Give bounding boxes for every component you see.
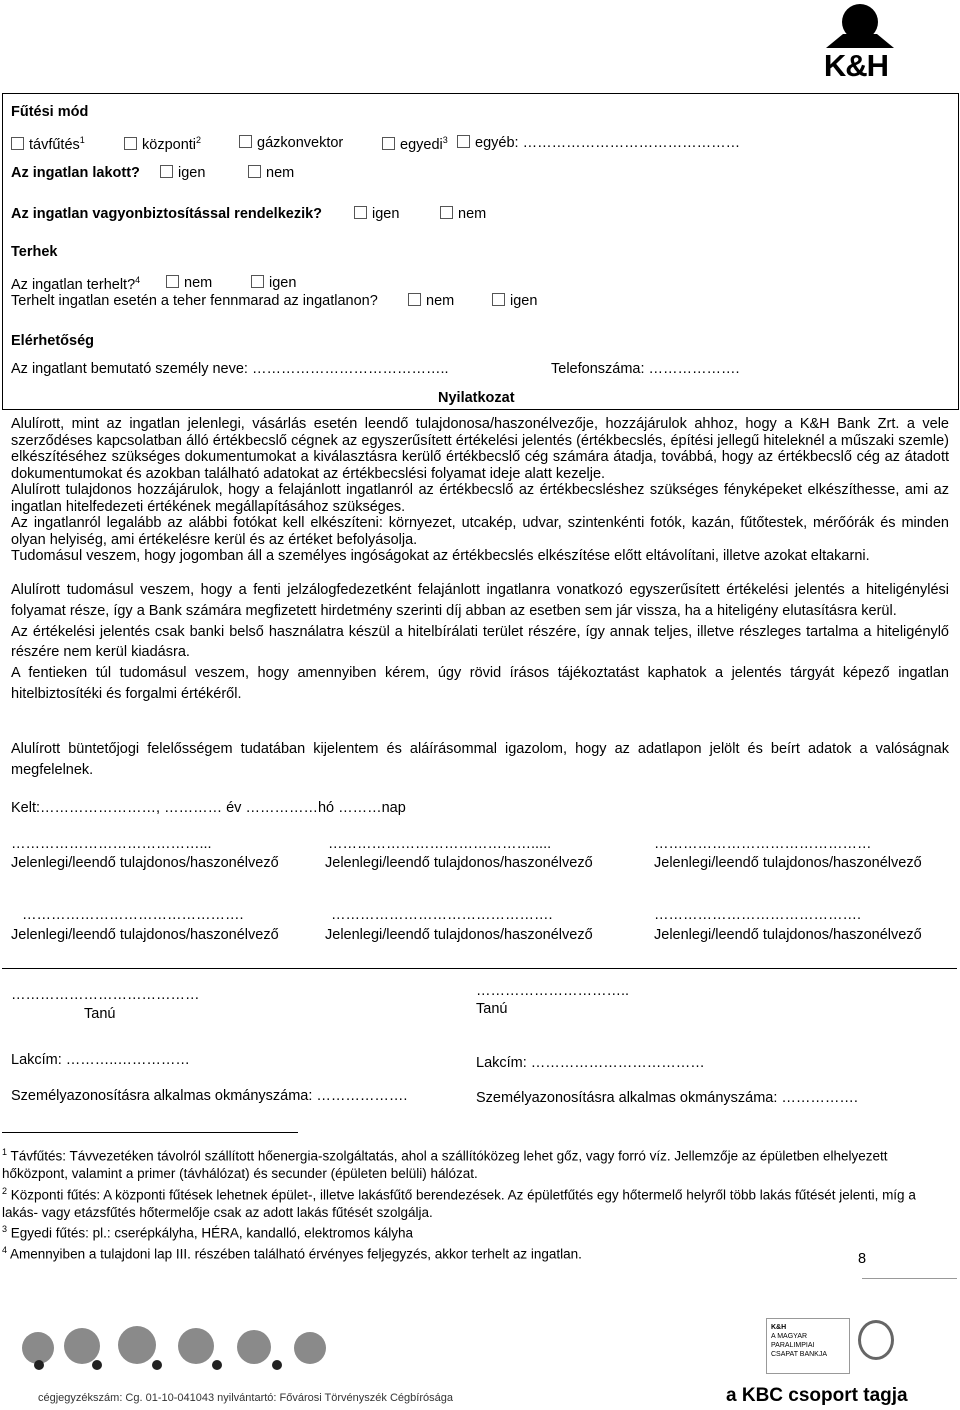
checkbox-icon[interactable] <box>440 206 453 219</box>
declaration-p5: Alulírott tudomásul veszem, hogy a fenti jelzálogfedezetként felajánlott ingatlanra vonatkozó egyszerűsített értékelési jelentés a hiteligénylési folyamat része, így a Bank számára megfizetett hirdetmény szerinti díj abban az esetben sem jár vissza, ha a hiteligény elutasításra kerül. <box>11 582 949 619</box>
heating-option-central[interactable]: központi$^2$ <box>124 135 201 153</box>
declaration-body <box>11 416 949 565</box>
heating-title: Fűtési mód <box>11 104 89 120</box>
encumbrance-q1-yes[interactable]: igen <box>251 275 296 291</box>
encumbrance-q1: Az ingatlan terhelt?$^4$ <box>11 275 141 293</box>
signature-line[interactable]: ……………………………………..... <box>328 836 552 852</box>
checkbox-icon[interactable] <box>408 293 421 306</box>
signature-line[interactable]: …………………………………... <box>11 836 212 852</box>
declaration-body-3 <box>11 739 949 781</box>
encumbrance-q2-no[interactable]: nem <box>408 293 454 309</box>
signature-line[interactable]: ………………………………………. <box>331 907 553 923</box>
decor-circle-icon <box>178 1328 214 1364</box>
checkbox-icon[interactable] <box>382 137 395 150</box>
declaration-p1: Alulírott, mint az ingatlan jelenlegi, vásárlás esetén leendő tulajdonosa/haszonélvezője, hozzájárulok ahhoz, hogy a K&H Bank Zrt. a vele szerződéses kapcsolatban álló értékbecslő cégnek az egyszerűsített értékelési jelentés (értékbecslés, építési jellegű hiteleknél a műszaki szemle) elkészítéséhez szükséges dokumentumokat a kiválasztásra kerülő értékbecslő cég számára átadja, továbbá, hogy az értékbecslő cég az átadott dokumentumokat és azokban található adatokat az értékbecslési folyamat ideje alatt kezelje. <box>11 416 949 482</box>
declaration-body-2 <box>11 580 949 705</box>
footnote-2: $^2$ Központi fűtés: A központi fűtések lehetnek épület-, illetve lakásfűtő berendezések. Az épületfűtés egy hőtermelő helyről több lakás fűtését jelenti, míg a lakás- vagy etázsfűtés hőtermelője csak az adott lakás fűtését szolgálja. <box>2 1185 916 1220</box>
witness-label: Tanú <box>84 1006 116 1022</box>
heating-option-convector[interactable]: gázkonvektor <box>239 135 343 151</box>
signature-label: Jelenlegi/leendő tulajdonos/haszonélvező <box>11 927 279 943</box>
witness-label: Tanú <box>476 1001 508 1017</box>
company-registry: cégjegyzékszám: Cg. 01-10-041043 nyilvántartó: Fővárosi Törvényszék Cégbírósága <box>38 1392 453 1404</box>
decor-circle-icon <box>237 1330 271 1364</box>
declaration-p7: A fentieken túl tudomásul veszem, hogy amennyiben kérem, úgy rövid írásos tájékoztatást kaphatok a jelentés tárgyát képező ingatlan hitelbiztosítéki és forgalmi értékéről. <box>11 665 949 702</box>
checkbox-icon[interactable] <box>124 137 137 150</box>
kbc-slogan: a KBC csoport tagja <box>726 1385 908 1406</box>
page-number: 8 <box>858 1251 867 1267</box>
logo-text: K&H <box>823 48 889 83</box>
signature-line[interactable]: ……………………………………. <box>654 907 862 923</box>
date-line[interactable]: Kelt:……………………, ………… év ……………hó ………nap <box>11 800 406 816</box>
declaration-p6: Az értékelési jelentés csak banki belső használatra készül a hitelbírálati terület részére, így annak teljes, illetve részleges tartalma a hiteligénylő részére nem kerül kiadásra. <box>11 623 949 661</box>
declaration-p2: Alulírott tulajdonos hozzájárulok, hogy a felajánlott ingatlanról az értékbecslő az értékbecsléshez szükséges fényképeket elkészíthesse, ami az ingatlan hitelfedezeti értékének megállapításához szükséges. <box>11 482 949 515</box>
arrow-icon <box>272 1360 282 1370</box>
signature-label: Jelenlegi/leendő tulajdonos/haszonélvező <box>11 855 279 871</box>
witness-signature-line[interactable]: ………………………….. <box>476 983 630 999</box>
footnote-4: $^4$ Amennyiben a tulajdoni lap III. részében található érvényes feljegyzés, akkor terhelt az ingatlan. <box>2 1245 582 1262</box>
footnotes <box>2 1144 952 1264</box>
witness-id-field[interactable]: Személyazonosításra alkalmas okmányszáma: ……………. <box>476 1090 858 1106</box>
page-number-rule <box>862 1278 957 1279</box>
declaration-p3: Az ingatlanról legalább az alábbi fotókat kell elkészíteni: környezet, utcakép, udvar, szintenkénti fotók, kazán, fűtőtestek, mérőórák és minden olyan helyiség, ami értékelésre kerül és az értéket befolyásolja. <box>11 515 949 548</box>
checkbox-icon[interactable] <box>492 293 505 306</box>
arrow-icon <box>92 1360 102 1370</box>
checkbox-icon[interactable] <box>11 137 24 150</box>
checkbox-icon[interactable] <box>457 135 470 148</box>
contact-title: Elérhetőség <box>11 333 94 349</box>
signature-label: Jelenlegi/leendő tulajdonos/haszonélvező <box>325 927 593 943</box>
witness-id-field[interactable]: Személyazonosításra alkalmas okmányszáma: ………………. <box>11 1088 408 1104</box>
occupied-yes[interactable]: igen <box>160 165 205 181</box>
signature-line[interactable]: ……………………………………… <box>654 836 872 852</box>
witness-signature-line[interactable]: ………………………………… <box>11 987 200 1003</box>
witness-address-field[interactable]: Lakcím: ………..…………… <box>11 1052 190 1068</box>
checkbox-icon[interactable] <box>248 165 261 178</box>
phone-field[interactable]: Telefonszáma: ………………. <box>551 361 740 377</box>
decor-circle-icon <box>118 1326 156 1364</box>
encumbrance-q2-yes[interactable]: igen <box>492 293 537 309</box>
signature-label: Jelenlegi/leendő tulajdonos/haszonélvező <box>654 927 922 943</box>
insurance-question: Az ingatlan vagyonbiztosítással rendelkezik? <box>11 206 323 222</box>
paralympic-badge: K&H A MAGYAR PARALIMPIAI CSAPAT BANKJA <box>766 1318 850 1374</box>
arrow-icon <box>34 1360 44 1370</box>
insurance-yes[interactable]: igen <box>354 206 399 222</box>
checkbox-icon[interactable] <box>166 275 179 288</box>
arrow-icon <box>212 1360 222 1370</box>
encumbrance-q2: Terhelt ingatlan esetén a teher fennmarad az ingatlanon? <box>11 293 378 309</box>
declaration-p4: Tudomásul veszem, hogy jogomban áll a személyes ingóságokat az értékbecslés elkészítése előtt eltávolítani, illetve azokat eltakarni. <box>11 548 870 564</box>
encumbrance-title: Terhek <box>11 244 58 260</box>
occupied-question: Az ingatlan lakott? <box>11 165 140 181</box>
footnote-1: $^1$ Távfűtés: Távvezetéken távolról szállított hőenergia-szolgáltatás, ahol a szállítóközeg lehet gőz, vagy forró víz. Jellemzője az épületben elhelyezett hőközpont, valamint a primer (távhálózat) és secunder (épületen belüli) hálózat. <box>2 1147 888 1182</box>
kh-logo <box>806 4 906 84</box>
encumbrance-q1-no[interactable]: nem <box>166 275 212 291</box>
heating-option-district[interactable]: távfűtés$^1$ <box>11 135 85 153</box>
checkbox-icon[interactable] <box>354 206 367 219</box>
checkbox-icon[interactable] <box>160 165 173 178</box>
presenter-name-field[interactable]: Az ingatlant bemutató személy neve: ………………………………….. <box>11 361 449 377</box>
arrow-icon <box>152 1360 162 1370</box>
decor-circle-icon <box>64 1328 100 1364</box>
witness-address-field[interactable]: Lakcím: ……………………………… <box>476 1055 705 1071</box>
declaration-p8: Alulírott büntetőjogi felelősségem tudatában kijelentem és aláírásommal igazolom, hogy az adatlapon jelölt és beírt adatok a valóságnak megfelelnek. <box>11 741 949 778</box>
signature-label: Jelenlegi/leendő tulajdonos/haszonélvező <box>325 855 593 871</box>
occupied-row <box>11 165 140 181</box>
paralympic-logo-icon <box>858 1320 894 1360</box>
divider <box>2 968 957 969</box>
heating-option-individual[interactable]: egyedi$^3$ <box>382 135 448 153</box>
occupied-no[interactable]: nem <box>248 165 294 181</box>
decor-circle-icon <box>294 1332 326 1364</box>
checkbox-icon[interactable] <box>251 275 264 288</box>
signature-line[interactable]: ………………………………………. <box>22 907 244 923</box>
checkbox-icon[interactable] <box>239 135 252 148</box>
footnote-divider <box>2 1132 298 1133</box>
logo-base-icon <box>826 34 894 48</box>
declaration-title: Nyilatkozat <box>438 390 515 406</box>
footnote-3: $^3$ Egyedi fűtés: pl.: cserépkályha, HÉRA, kandalló, elektromos kályha <box>2 1224 413 1241</box>
heating-option-other[interactable]: egyéb: ……………………………………… <box>457 135 740 151</box>
signature-label: Jelenlegi/leendő tulajdonos/haszonélvező <box>654 855 922 871</box>
insurance-no[interactable]: nem <box>440 206 486 222</box>
